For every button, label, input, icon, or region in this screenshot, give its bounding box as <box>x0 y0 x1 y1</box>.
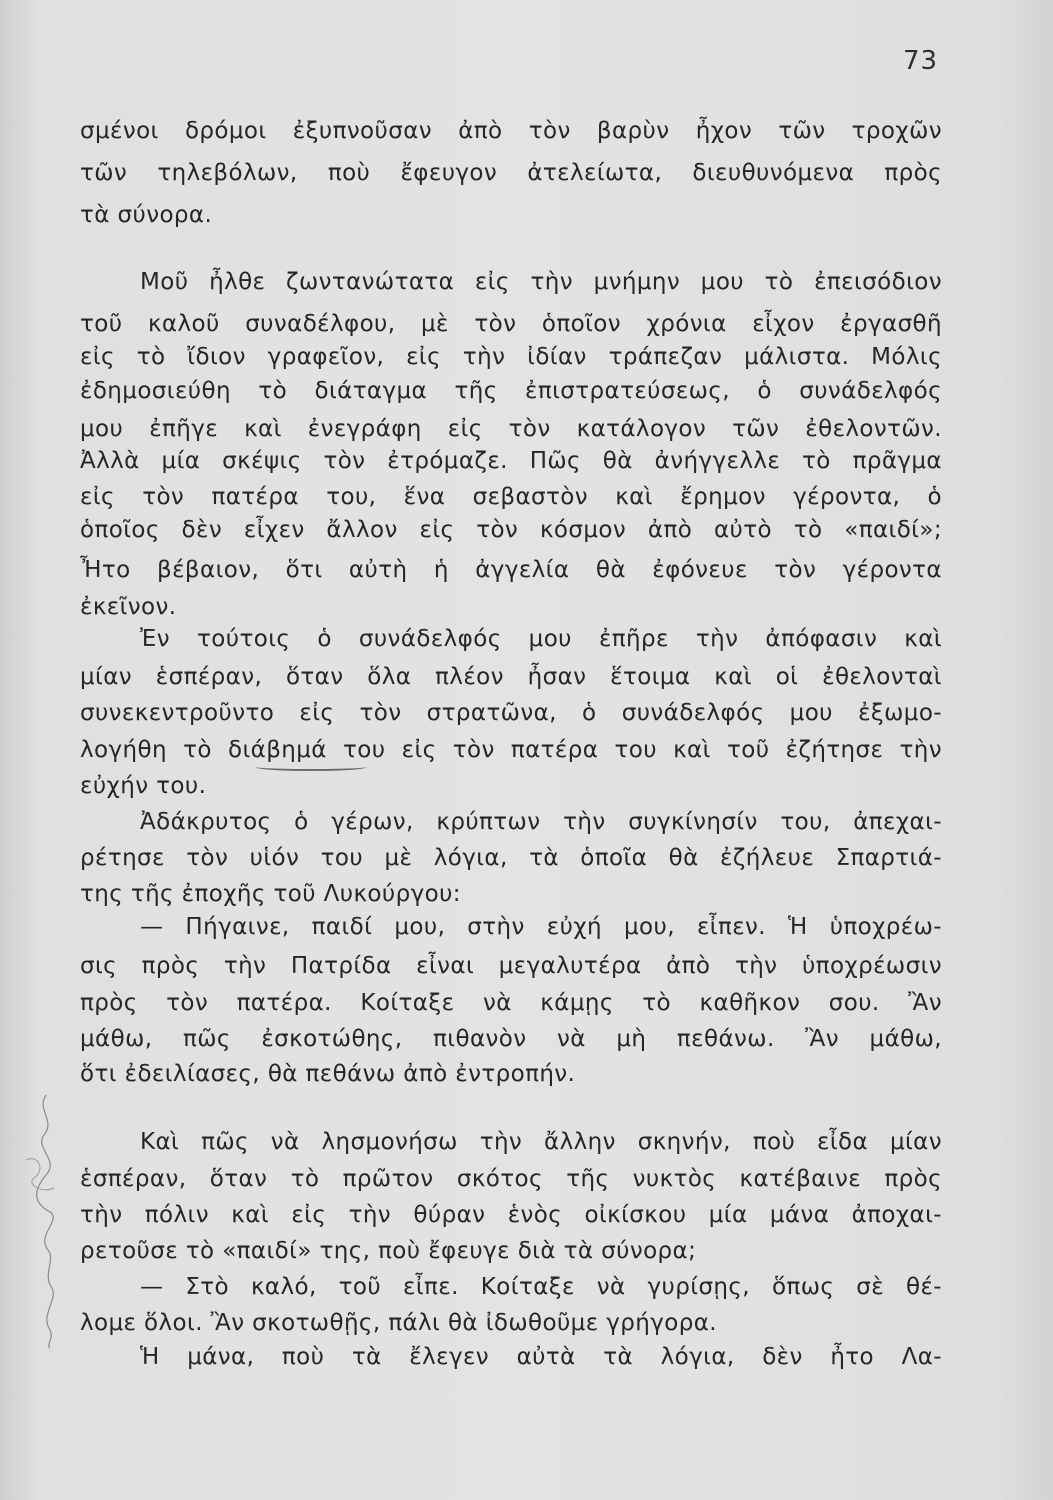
text-line: μίαν ἑσπέραν, ὅταν ὅλα πλέον ἦσαν ἕτοιμα καὶ οἱ ἐθελονταὶ <box>80 664 942 690</box>
text-line: εὐχήν του. <box>80 773 207 799</box>
text-line: ὅτι ἐδειλίασες, θὰ πεθάνω ἀπὸ ἐντροπήν. <box>80 1061 576 1087</box>
text-line: λομε ὅλοι. Ἂν σκοτωθῇς, πάλι θὰ ἰδωθοῦμε γρήγορα. <box>80 1310 717 1336</box>
text-line: πρὸς τὸν πατέρα. Κοίταξε νὰ κάμῃς τὸ καθῆκον σου. Ἂν <box>80 990 942 1016</box>
paragraph-first-line: Ἀδάκρυτος ὁ γέρων, κρύπτων τὴν συγκίνησίν του, ἀπεχαι- <box>140 809 942 835</box>
paragraph-first-line: Ἐν τούτοις ὁ συνάδελφός μου ἐπῆρε τὴν ἀπόφασιν καὶ <box>140 626 942 652</box>
text-line: συνεκεντροῦντο εἰς τὸν στρατῶνα, ὁ συνάδελφός μου ἐξωμο- <box>80 700 942 726</box>
paragraph-first-line: — Στὸ καλό, τοῦ εἶπε. Κοίταξε νὰ γυρίσῃς, ὅπως σὲ θέ- <box>140 1274 942 1300</box>
text-line: τὴν πόλιν καὶ εἰς τὴν θύραν ἑνὸς οἰκίσκου μία μάνα ἀποχαι- <box>80 1202 942 1228</box>
text-line: τοῦ καλοῦ συναδέλφου, μὲ τὸν ὁποῖον χρόνια εἶχον ἐργασθῆ <box>80 311 942 337</box>
text-line: λογήθη τὸ διάβημά του εἰς τὸν πατέρα του καὶ τοῦ ἐζήτησε τὴν <box>80 737 942 763</box>
text-line: Ἦτο βέβαιον, ὅτι αὐτὴ ἡ ἀγγελία θὰ ἐφόνευε τὸν γέροντα <box>80 557 942 583</box>
paragraph-first-line: Ἡ μάνα, ποὺ τὰ ἔλεγεν αὐτὰ τὰ λόγια, δὲν ἦτο Λα- <box>140 1344 942 1370</box>
pencil-underline-mark <box>255 763 367 771</box>
text-line: τὰ σύνορα. <box>80 202 213 228</box>
text-line: μου ἐπῆγε καὶ ἐνεγράφη εἰς τὸν κατάλογον τῶν ἐθελοντῶν. <box>80 416 942 442</box>
text-line: Ἀλλὰ μία σκέψις τὸν ἐτρόμαζε. Πῶς θὰ ἀνήγγελλε τὸ πρᾶγμα <box>80 448 942 474</box>
text-line: ἑσπέραν, ὅταν τὸ πρῶτον σκότος τῆς νυκτὸς κατέβαινε πρὸς <box>80 1166 942 1192</box>
text-line: εἰς τὸν πατέρα του, ἕνα σεβαστὸν καὶ ἔρημον γέροντα, ὁ <box>80 484 942 510</box>
page-number: 73 <box>903 46 939 76</box>
text-line: της τῆς ἐποχῆς τοῦ Λυκούργου: <box>80 881 461 907</box>
paragraph-first-line: Καὶ πῶς νὰ λησμονήσω τὴν ἄλλην σκηνήν, ποὺ εἶδα μίαν <box>140 1129 942 1155</box>
text-line: εἰς τὸ ἴδιον γραφεῖον, εἰς τὴν ἰδίαν τράπεζαν μάλιστα. Μόλις <box>80 344 942 370</box>
text-line: ρέτησε τὸν υἱόν του μὲ λόγια, τὰ ὁποῖα θὰ ἐζήλευε Σπαρτιά- <box>80 845 942 871</box>
text-line: σμένοι δρόμοι ἐξυπνοῦσαν ἀπὸ τὸν βαρὺν ἦχον τῶν τροχῶν <box>80 118 942 144</box>
paragraph-first-line: — Πήγαινε, παιδί μου, στὴν εὐχή μου, εἶπεν. Ἡ ὑποχρέω- <box>140 914 942 940</box>
text-line: σις πρὸς τὴν Πατρίδα εἶναι μεγαλυτέρα ἀπὸ τὴν ὑποχρέωσιν <box>80 953 942 979</box>
margin-pencil-scribble <box>16 1090 76 1350</box>
text-line: ὁποῖος δὲν εἶχεν ἄλλον εἰς τὸν κόσμον ἀπὸ αὐτὸ τὸ «παιδί»; <box>80 517 942 543</box>
text-line: ἐδημοσιεύθη τὸ διάταγμα τῆς ἐπιστρατεύσεως, ὁ συνάδελφός <box>80 378 942 404</box>
text-line: μάθω, πῶς ἐσκοτώθης, πιθανὸν νὰ μὴ πεθάνω. Ἂν μάθω, <box>80 1026 942 1052</box>
text-line: ρετοῦσε τὸ «παιδί» της, ποὺ ἔφευγε διὰ τὰ σύνορα; <box>80 1238 697 1264</box>
paragraph-first-line: Μοῦ ἦλθε ζωντανώτατα εἰς τὴν μνήμην μου τὸ ἐπεισόδιον <box>140 269 942 295</box>
text-line: τῶν τηλεβόλων, ποὺ ἔφευγον ἀτελείωτα, διευθυνόμενα πρὸς <box>80 160 942 186</box>
text-line: ἐκεῖνον. <box>80 594 177 620</box>
